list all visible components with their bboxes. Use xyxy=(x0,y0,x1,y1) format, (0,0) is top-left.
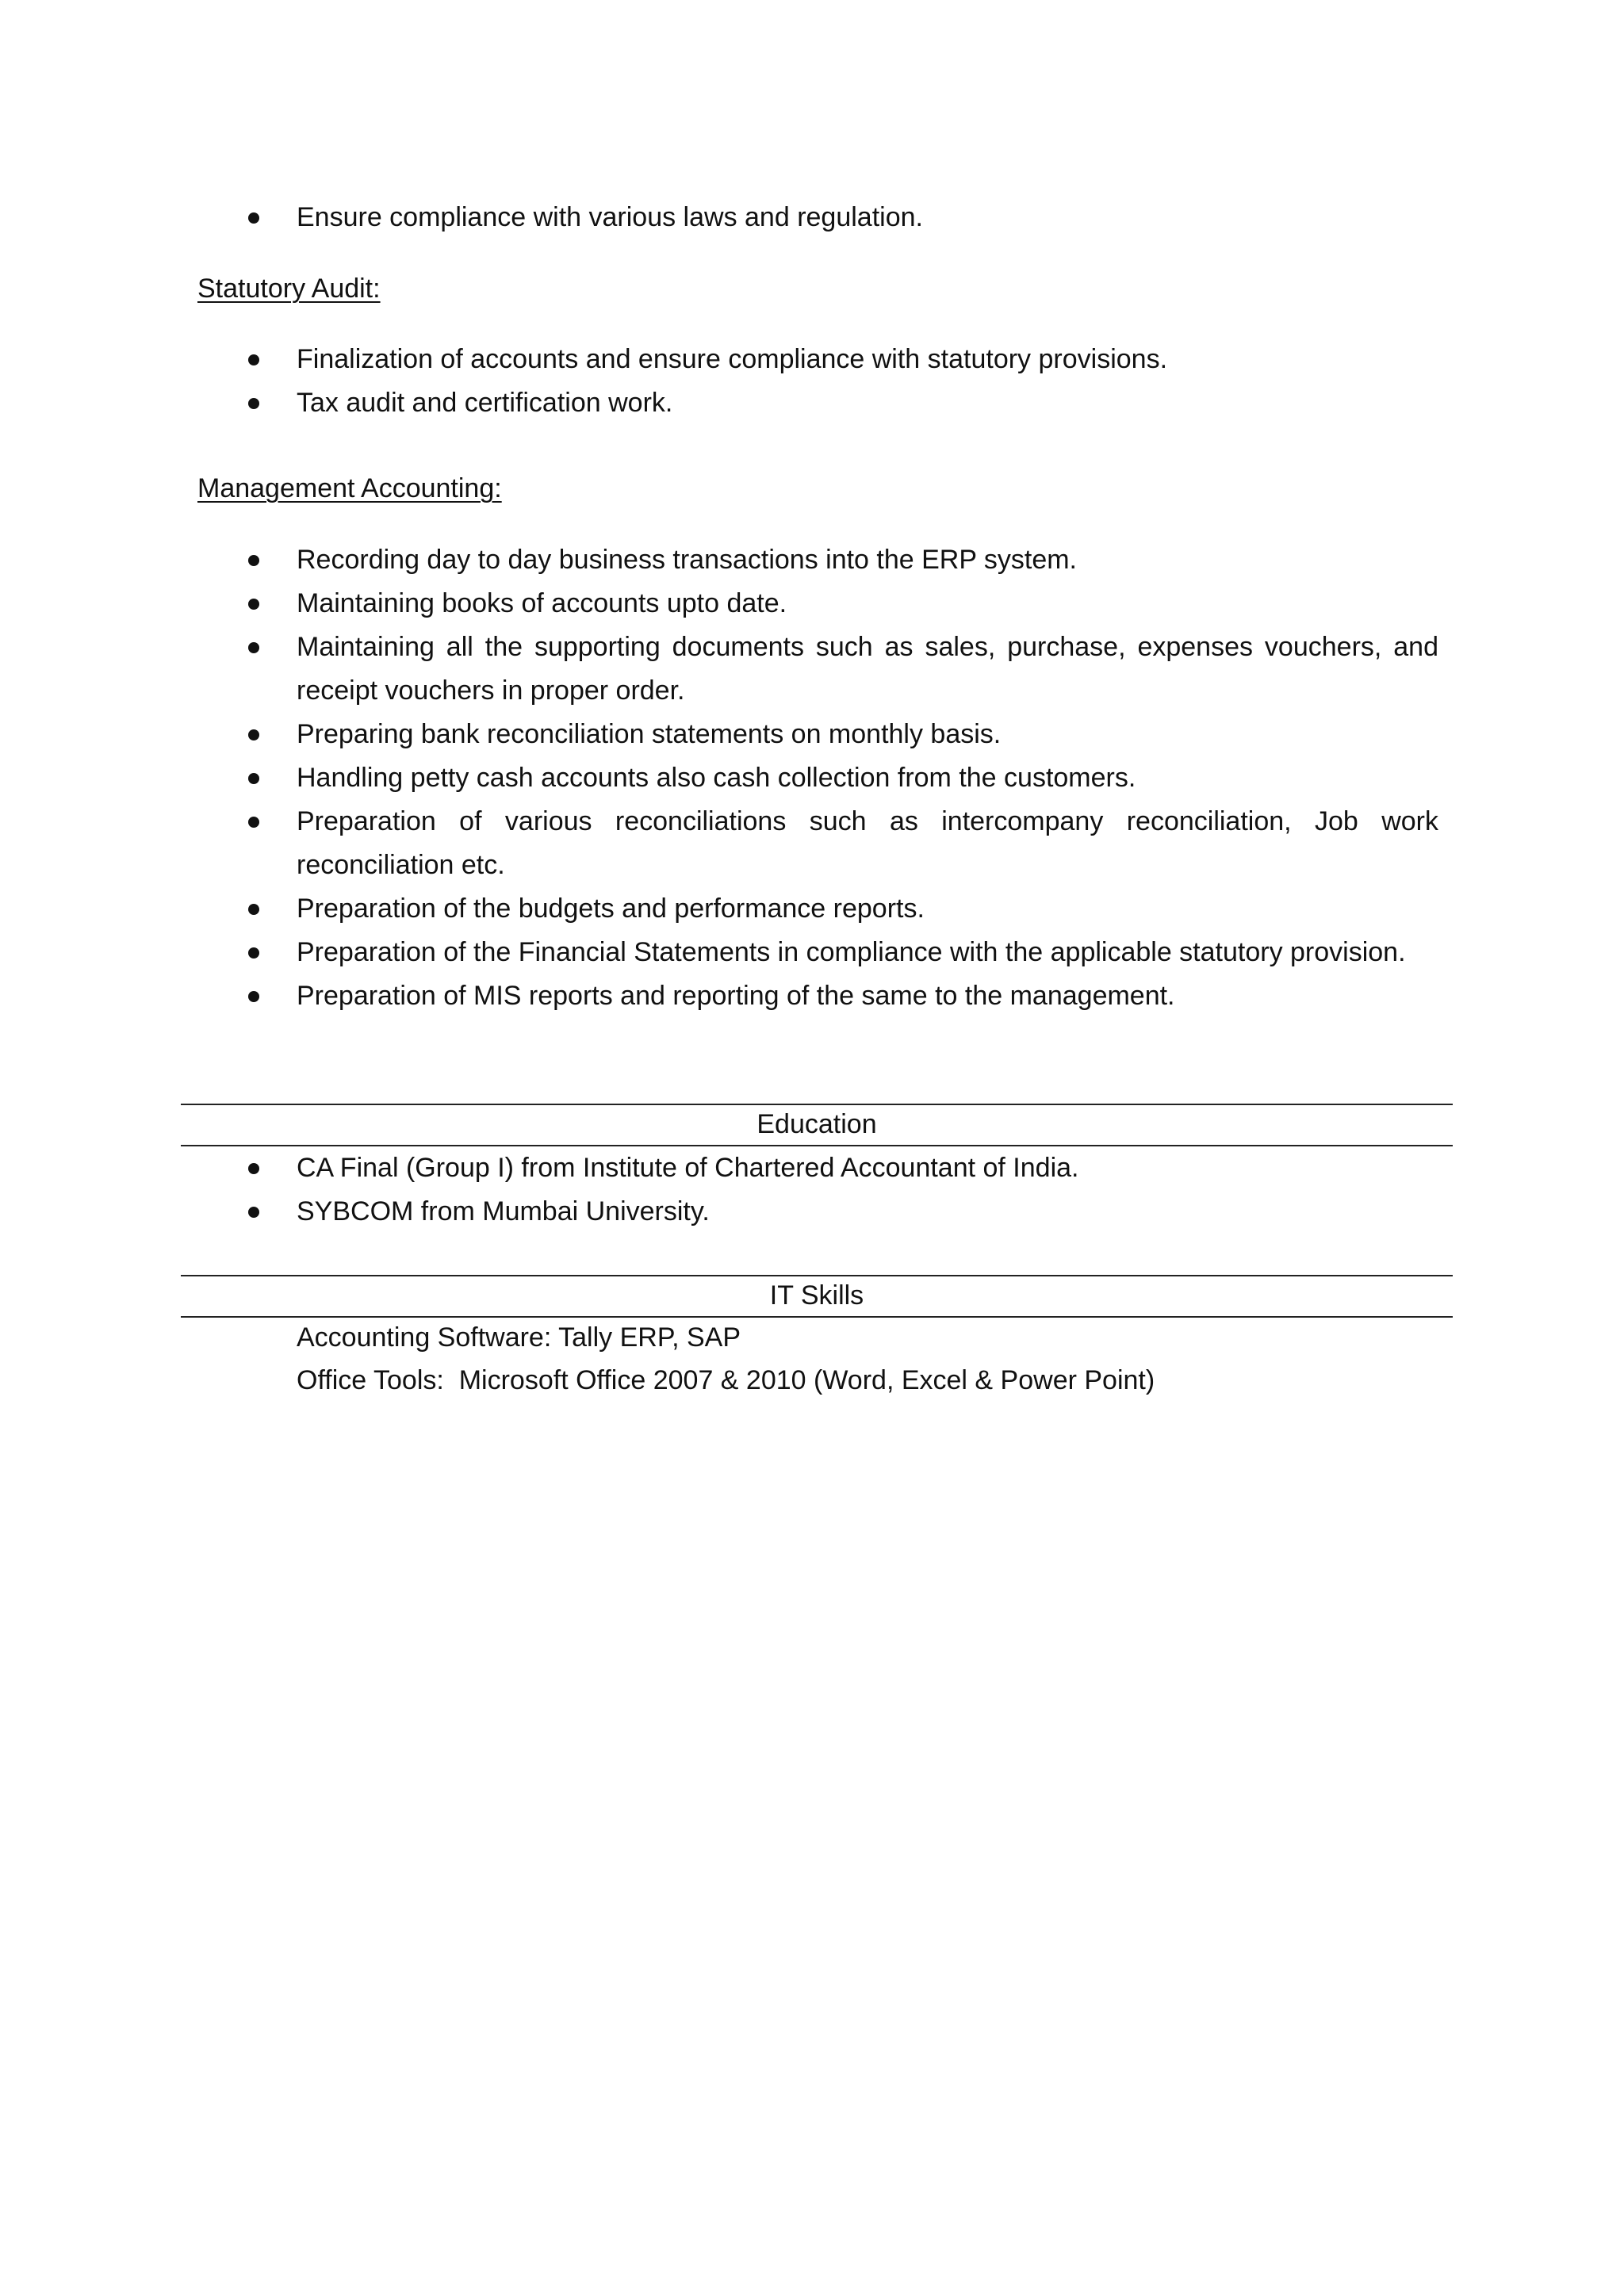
list-item xyxy=(0,582,1438,626)
bullet-icon xyxy=(248,991,259,1002)
bullet-icon xyxy=(248,817,259,828)
list-item-text: Preparation of the Financial Statements in compliance with the applicable statutory provision. xyxy=(297,937,1406,967)
list-item-text: Preparing bank reconciliation statements on monthly basis. xyxy=(297,719,1002,749)
it-skills-heading: IT Skills xyxy=(769,1280,864,1311)
list-item-text: CA Final (Group I) from Institute of Chartered Accountant of India. xyxy=(297,1153,1079,1183)
list-item xyxy=(0,626,1438,713)
list-item xyxy=(0,1146,1438,1190)
list-item-text: Preparation of MIS reports and reporting of the same to the management. xyxy=(297,981,1175,1011)
bullet-icon xyxy=(248,1163,259,1174)
accounting-software-line: Accounting Software: Tally ERP, SAP xyxy=(297,1322,741,1353)
statutory-audit-list xyxy=(0,338,1438,425)
bullet-icon xyxy=(248,773,259,784)
list-item-text: Handling petty cash accounts also cash collection from the customers. xyxy=(297,763,1136,793)
list-item-text: SYBCOM from Mumbai University. xyxy=(297,1196,710,1226)
list-item xyxy=(0,538,1438,582)
management-accounting-list xyxy=(0,538,1438,1018)
list-item-text: Ensure compliance with various laws and regulation. xyxy=(297,202,923,232)
list-item xyxy=(0,800,1438,887)
education-heading: Education xyxy=(756,1109,877,1139)
list-item xyxy=(0,931,1438,974)
list-item-text: Tax audit and certification work. xyxy=(297,388,673,418)
office-tools-line: Office Tools: Microsoft Office 2007 & 2010 (Word, Excel & Power Point) xyxy=(297,1365,1155,1395)
bullet-icon xyxy=(248,555,259,566)
bullet-icon xyxy=(248,947,259,959)
compliance-list xyxy=(0,196,1438,239)
education-list xyxy=(0,1146,1438,1234)
bullet-icon xyxy=(248,1207,259,1218)
bullet-icon xyxy=(248,212,259,224)
list-item xyxy=(0,338,1438,381)
education-section-header xyxy=(181,1104,1453,1146)
bullet-icon xyxy=(248,354,259,365)
list-item xyxy=(0,381,1438,425)
list-item-text: Preparation of the budgets and performance reports. xyxy=(297,894,925,924)
list-item-text: Maintaining all the supporting documents such as sales, purchase, expenses vouchers, and receipt vouchers in proper order. xyxy=(297,632,1438,706)
list-item xyxy=(0,974,1438,1018)
bullet-icon xyxy=(248,642,259,653)
list-item xyxy=(0,887,1438,931)
management-accounting-heading: Management Accounting: xyxy=(197,473,502,503)
bullet-icon xyxy=(248,599,259,610)
statutory-audit-heading: Statutory Audit: xyxy=(197,274,381,304)
list-item xyxy=(0,196,1438,239)
list-item xyxy=(0,713,1438,756)
bullet-icon xyxy=(248,729,259,740)
list-item-text: Maintaining books of accounts upto date. xyxy=(297,588,787,618)
list-item xyxy=(0,756,1438,800)
it-skills-section-header xyxy=(181,1275,1453,1318)
list-item xyxy=(0,1190,1438,1234)
bullet-icon xyxy=(248,398,259,409)
list-item-text: Recording day to day business transactions into the ERP system. xyxy=(297,545,1077,575)
list-item-text: Finalization of accounts and ensure compliance with statutory provisions. xyxy=(297,344,1168,374)
bullet-icon xyxy=(248,904,259,915)
list-item-text: Preparation of various reconciliations such as intercompany reconciliation, Job work reconciliation etc. xyxy=(297,806,1438,880)
